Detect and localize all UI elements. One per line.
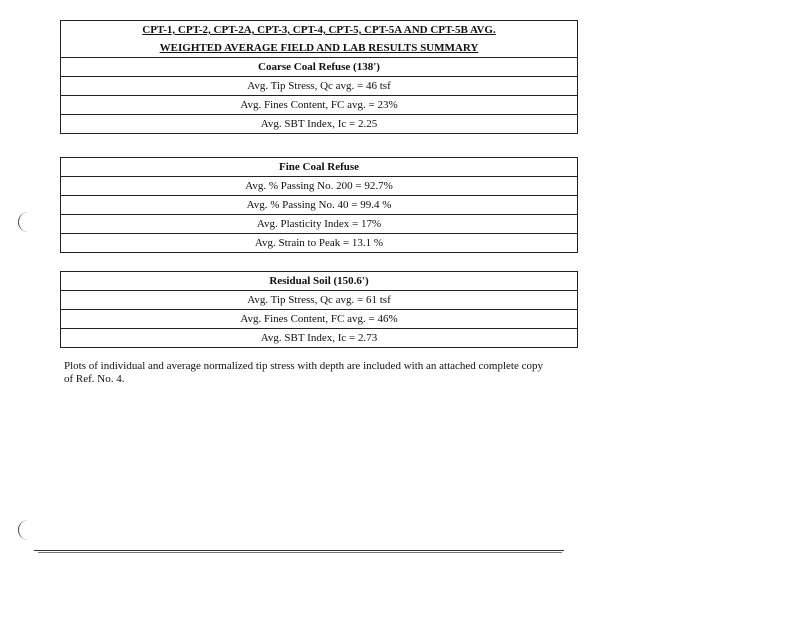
bottom-rule-line bbox=[34, 550, 564, 551]
coarse-sbt-index-row: Avg. SBT Index, Ic = 2.25 bbox=[61, 114, 577, 133]
residual-soil-heading: Residual Soil (150.6') bbox=[269, 275, 369, 287]
scan-mark-bottom bbox=[18, 520, 29, 540]
summary-title-line2: WEIGHTED AVERAGE FIELD AND LAB RESULTS SUMMARY bbox=[159, 42, 479, 54]
fine-passing-200-row: Avg. % Passing No. 200 = 92.7% bbox=[61, 176, 577, 195]
scan-mark-top bbox=[18, 212, 29, 232]
residual-sbt-index-row: Avg. SBT Index, Ic = 2.73 bbox=[61, 328, 577, 347]
fine-plasticity-index-row: Avg. Plasticity Index = 17% bbox=[61, 214, 577, 233]
fine-passing-40-row: Avg. % Passing No. 40 = 99.4 % bbox=[61, 195, 577, 214]
fine-strain-to-peak-row: Avg. Strain to Peak = 13.1 % bbox=[61, 233, 577, 252]
residual-soil-table bbox=[60, 271, 578, 348]
summary-table bbox=[60, 20, 578, 134]
summary-title-line1: CPT-1, CPT-2, CPT-2A, CPT-3, CPT-4, CPT-5, CPT-5A AND CPT-5B AVG. bbox=[142, 24, 496, 36]
coarse-coal-refuse-heading: Coarse Coal Refuse (138') bbox=[61, 57, 577, 76]
bottom-rule-line-shadow bbox=[38, 552, 562, 553]
plots-note-paragraph: Plots of individual and average normalized tip stress with depth are included with an attached complete copy of Ref. No. 4. bbox=[64, 360, 543, 385]
residual-fines-content-row: Avg. Fines Content, FC avg. = 46% bbox=[61, 309, 577, 328]
coarse-fines-content-row: Avg. Fines Content, FC avg. = 23% bbox=[61, 95, 577, 114]
fine-coal-refuse-table bbox=[60, 157, 578, 253]
coarse-tip-stress-row: Avg. Tip Stress, Qc avg. = 46 tsf bbox=[61, 76, 577, 95]
fine-coal-refuse-heading: Fine Coal Refuse bbox=[278, 161, 360, 173]
residual-tip-stress-row: Avg. Tip Stress, Qc avg. = 61 tsf bbox=[61, 290, 577, 309]
